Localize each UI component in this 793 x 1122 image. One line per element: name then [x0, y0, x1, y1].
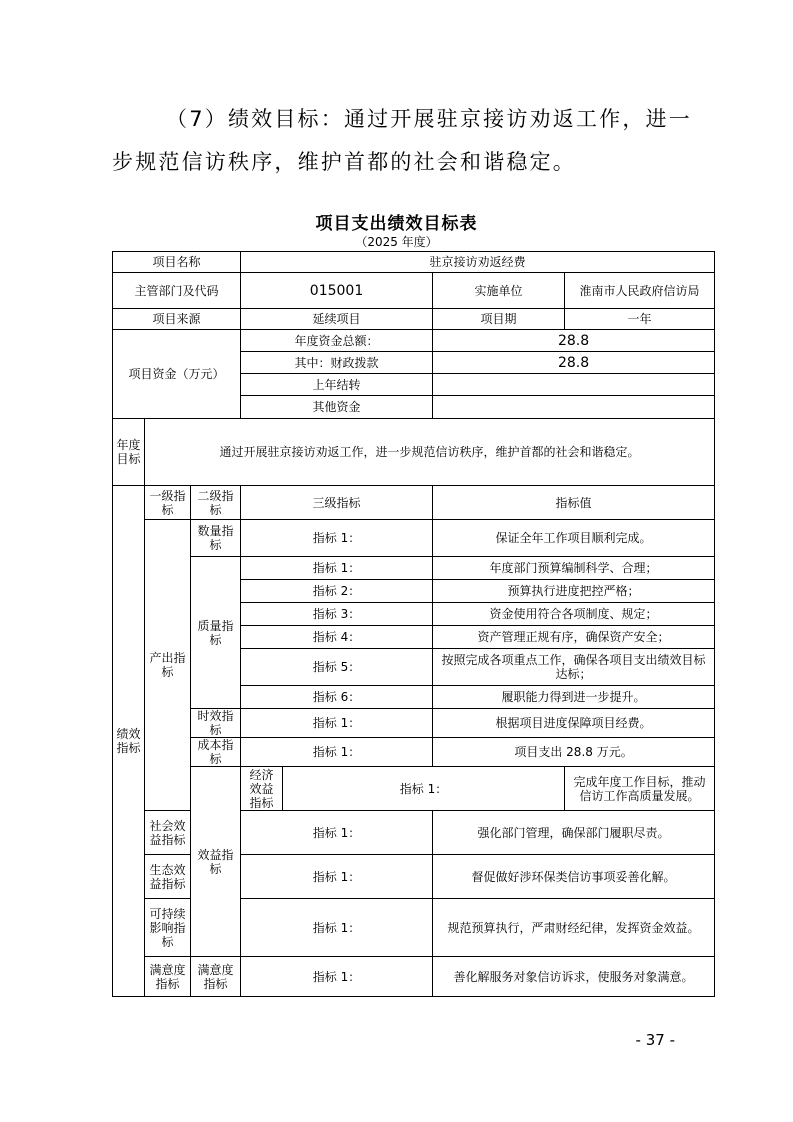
indicator-value: 强化部门管理，确保部门履职尽责。 [433, 811, 715, 855]
indicator-value: 资金使用符合各项制度、规定； [433, 603, 715, 626]
project-name-label: 项目名称 [113, 252, 241, 273]
indicator-value: 资产管理正规有序，确保资产安全； [433, 626, 715, 649]
goal-paragraph: （7）绩效目标：通过开展驻京接访劝返工作，进一步规范信访秩序，维护首都的社会和谐稳定。 [112, 107, 692, 174]
table-row [113, 957, 715, 997]
table-row [113, 273, 715, 309]
indicator-value: 根据项目进度保障项目经费。 [433, 709, 715, 738]
indicator-value: 履职能力得到进一步提升。 [433, 686, 715, 709]
social-label: 社会效益指标 [145, 811, 191, 855]
benefit-label: 效益指标 [191, 767, 241, 957]
table-row [113, 767, 715, 811]
indicator-name: 指标 5： [241, 649, 433, 686]
output-label: 产出指标 [145, 520, 191, 811]
table-title: 项目支出绩效目标表 [315, 214, 478, 234]
table-row [113, 520, 715, 557]
impl-unit-label: 实施单位 [433, 273, 565, 309]
table-row [113, 252, 715, 273]
funds-row-label: 年度资金总额： [241, 330, 433, 352]
indicator-value: 预算执行进度把控严格； [433, 580, 715, 603]
funds-row-value: 28.8 [433, 352, 715, 374]
funds-row-value: 28.8 [433, 330, 715, 352]
timeliness-label: 时效指标 [191, 709, 241, 738]
header-level3: 三级指标 [241, 486, 433, 520]
indicator-value: 按照完成各项重点工作，确保各项目支出绩效目标达标； [433, 649, 715, 686]
table-row [113, 709, 715, 738]
source-label: 项目来源 [113, 309, 241, 330]
indicator-name: 指标 1： [241, 738, 433, 767]
cost-label: 成本指标 [191, 738, 241, 767]
quantity-label: 数量指标 [191, 520, 241, 557]
funds-row-label: 上年结转 [241, 374, 433, 396]
indicator-value: 善化解服务对象信访诉求，使服务对象满意。 [433, 957, 715, 997]
table-subtitle: （2025 年度） [355, 235, 438, 249]
table-row [113, 486, 715, 520]
funds-row-label: 其中：财政拨款 [241, 352, 433, 374]
indicator-value: 年度部门预算编制科学、合理； [433, 557, 715, 580]
indicator-name: 指标 6： [241, 686, 433, 709]
indicator-value: 规范预算执行，严肃财经纪律，发挥资金效益。 [433, 899, 715, 957]
eco-label: 生态效益指标 [145, 855, 191, 899]
period-label: 项目期 [433, 309, 565, 330]
indicator-value: 完成年度工作目标，推动信访工作高质量发展。 [565, 767, 715, 811]
funds-row-label: 其他资金 [241, 396, 433, 419]
indicator-name: 指标 1： [241, 899, 433, 957]
indicator-name: 指标 2： [241, 580, 433, 603]
annual-goal-label: 年度目标 [113, 419, 145, 486]
indicator-name: 指标 1： [283, 767, 565, 811]
table-row [113, 738, 715, 767]
impl-unit-value: 淮南市人民政府信访局 [565, 273, 715, 309]
sustain-label: 可持续影响指标 [145, 899, 191, 957]
table-row [113, 309, 715, 330]
indicator-value: 项目支出 28.8 万元。 [433, 738, 715, 767]
funds-row-value [433, 396, 715, 419]
annual-goal-value: 通过开展驻京接访劝返工作，进一步规范信访秩序，维护首都的社会和谐稳定。 [145, 419, 715, 486]
project-name-value: 驻京接访劝返经费 [241, 252, 715, 273]
perf-label: 绩效指标 [113, 486, 145, 997]
funds-label: 项目资金（万元） [113, 330, 241, 419]
funds-row-value [433, 374, 715, 396]
indicator-name: 指标 3： [241, 603, 433, 626]
dept-label: 主管部门及代码 [113, 273, 241, 309]
indicator-name: 指标 1： [241, 957, 433, 997]
economic-label: 经济效益指标 [241, 767, 283, 811]
source-value: 延续项目 [241, 309, 433, 330]
indicator-value: 督促做好涉环保类信访事项妥善化解。 [433, 855, 715, 899]
satisfaction2-label: 满意度指标 [191, 957, 241, 997]
period-value: 一年 [565, 309, 715, 330]
table-row [113, 419, 715, 486]
page-number: - 37 - [635, 1031, 675, 1049]
indicator-name: 指标 1： [241, 811, 433, 855]
header-value: 指标值 [433, 486, 715, 520]
table-row [113, 330, 715, 352]
header-level1: 一级指标 [145, 486, 191, 520]
dept-code: 015001 [241, 273, 433, 309]
indicator-name: 指标 1： [241, 557, 433, 580]
indicator-name: 指标 1： [241, 520, 433, 557]
indicator-value: 保证全年工作项目顺利完成。 [433, 520, 715, 557]
header-level2: 二级指标 [191, 486, 241, 520]
quality-label: 质量指标 [191, 557, 241, 709]
satisfaction-label: 满意度指标 [145, 957, 191, 997]
table-row [113, 557, 715, 580]
indicator-name: 指标 4： [241, 626, 433, 649]
indicator-name: 指标 1： [241, 709, 433, 738]
performance-table [112, 251, 715, 997]
indicator-name: 指标 1： [241, 855, 433, 899]
